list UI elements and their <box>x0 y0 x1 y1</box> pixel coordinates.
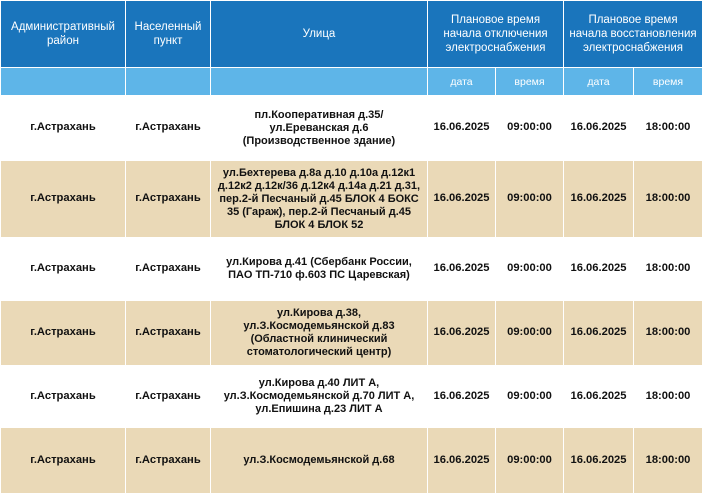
off-date-cell: 16.06.2025 <box>428 301 496 366</box>
on-date-cell: 16.06.2025 <box>564 161 634 238</box>
locality-cell: г.Астрахань <box>126 238 211 301</box>
on-date-cell: 16.06.2025 <box>564 301 634 366</box>
street-cell: пл.Кооперативная д.35/ ул.Ереванская д.6 (Производственное здание) <box>211 96 428 161</box>
header-planned-off: Плановое время начала отключения электроснабжения <box>428 1 564 68</box>
off-date-cell: 16.06.2025 <box>428 366 496 428</box>
on-time-cell: 18:00:00 <box>634 301 702 366</box>
on-date-cell: 16.06.2025 <box>564 238 634 301</box>
on-date-cell: 16.06.2025 <box>564 428 634 494</box>
district-cell: г.Астрахань <box>1 96 126 161</box>
subheader-off-date: дата <box>428 68 496 96</box>
table-row <box>1 161 702 238</box>
off-time-cell: 09:00:00 <box>496 428 564 494</box>
on-time-cell: 18:00:00 <box>634 161 702 238</box>
street-cell: ул.Кирова д.38, ул.З.Космодемьянской д.83 (Областной клинический стоматологический центр) <box>211 301 428 366</box>
district-cell: г.Астрахань <box>1 428 126 494</box>
on-time-cell: 18:00:00 <box>634 366 702 428</box>
header-street: Улица <box>211 1 428 68</box>
table-row <box>1 428 702 494</box>
table-row <box>1 301 702 366</box>
off-date-cell: 16.06.2025 <box>428 96 496 161</box>
subheader-blank <box>1 68 126 96</box>
street-cell: ул.Бехтерева д.8а д.10 д.10а д.12к1 д.12к2 д.12к/36 д.12к4 д.14а д.21 д.31, пер.2-й Песчаный д.45 БЛОК 4 БОКС 35 (Гараж), пер.2-й Песчаный д.45 БЛОК 4 БЛОК 52 <box>211 161 428 238</box>
street-cell: ул.Кирова д.41 (Сбербанк России, ПАО ТП-710 ф.603 ПС Царевская) <box>211 238 428 301</box>
header-planned-on: Плановое время начала восстановления электроснабжения <box>564 1 702 68</box>
off-time-cell: 09:00:00 <box>496 161 564 238</box>
district-cell: г.Астрахань <box>1 366 126 428</box>
street-cell: ул.З.Космодемьянской д.68 <box>211 428 428 494</box>
locality-cell: г.Астрахань <box>126 96 211 161</box>
table-row <box>1 96 702 161</box>
table-header <box>1 1 702 96</box>
locality-cell: г.Астрахань <box>126 301 211 366</box>
on-time-cell: 18:00:00 <box>634 428 702 494</box>
locality-cell: г.Астрахань <box>126 161 211 238</box>
off-date-cell: 16.06.2025 <box>428 238 496 301</box>
table-body <box>1 96 702 494</box>
on-time-cell: 18:00:00 <box>634 238 702 301</box>
header-district: Административный район <box>1 1 126 68</box>
off-time-cell: 09:00:00 <box>496 238 564 301</box>
subheader-blank <box>211 68 428 96</box>
district-cell: г.Астрахань <box>1 161 126 238</box>
table-row <box>1 366 702 428</box>
subheader-blank <box>126 68 211 96</box>
off-date-cell: 16.06.2025 <box>428 428 496 494</box>
off-time-cell: 09:00:00 <box>496 96 564 161</box>
locality-cell: г.Астрахань <box>126 366 211 428</box>
off-time-cell: 09:00:00 <box>496 366 564 428</box>
header-locality: Населенный пункт <box>126 1 211 68</box>
on-time-cell: 18:00:00 <box>634 96 702 161</box>
off-date-cell: 16.06.2025 <box>428 161 496 238</box>
district-cell: г.Астрахань <box>1 301 126 366</box>
subheader-on-time: время <box>634 68 702 96</box>
table-row <box>1 238 702 301</box>
off-time-cell: 09:00:00 <box>496 301 564 366</box>
district-cell: г.Астрахань <box>1 238 126 301</box>
street-cell: ул.Кирова д.40 ЛИТ А, ул.З.Космодемьянской д.70 ЛИТ А, ул.Епишина д.23 ЛИТ А <box>211 366 428 428</box>
on-date-cell: 16.06.2025 <box>564 366 634 428</box>
subheader-off-time: время <box>496 68 564 96</box>
subheader-on-date: дата <box>564 68 634 96</box>
locality-cell: г.Астрахань <box>126 428 211 494</box>
on-date-cell: 16.06.2025 <box>564 96 634 161</box>
